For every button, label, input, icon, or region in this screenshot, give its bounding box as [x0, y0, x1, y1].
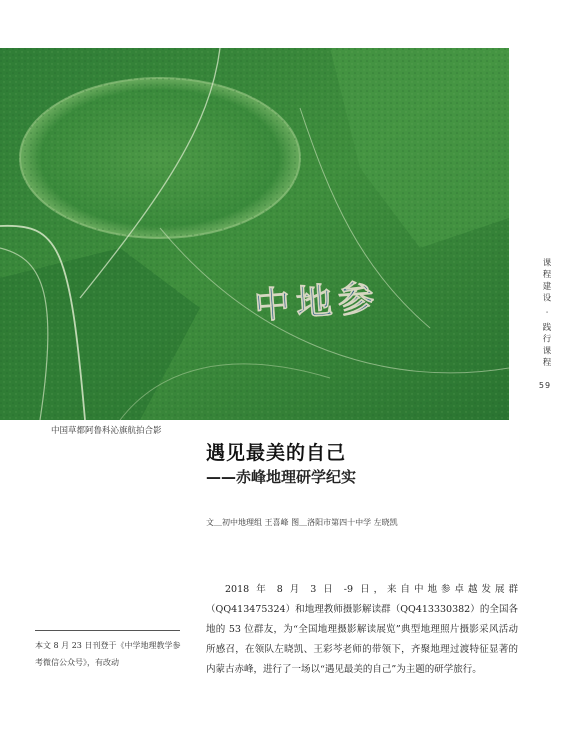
publication-note: 本文 8 月 23 日刊登于《中学地理教学参考微信公众号》，有改动: [35, 641, 181, 667]
aerial-photo-image: [0, 48, 509, 420]
photo-caption: 中国草都阿鲁科沁旗航拍合影: [51, 426, 162, 436]
article-byline: 文＿初中地理组 王喜峰 图＿洛阳市第四十中学 左晓凯: [206, 518, 398, 527]
aerial-photo: [0, 48, 509, 420]
side-nav-label: 课程建设 · 践行课程: [541, 258, 551, 370]
article-body: [206, 580, 518, 680]
people-formation-text: 中地参: [252, 277, 382, 328]
article-subtitle: ——赤峰地理研学纪实: [206, 468, 357, 486]
article-title: 遇见最美的自己: [206, 442, 347, 464]
page-number: 59: [538, 381, 552, 390]
note-divider: [35, 630, 180, 631]
body-paragraph: 2018 年 8 月 3 日 -9 日，来自中地参卓越发展群（QQ413475324）和地理教师摄影解读群（QQ413330382）的全国各地的 53 位群友，为“全国地理摄影解读展览”典型地理照片摄影采风活动所感召，在领队左晓凯、王彩芩老师的带领下，齐聚地理过渡特征显著的内蒙古赤峰，进行了一场以“遇见最美的自己”为主题的研学旅行。: [206, 584, 518, 675]
